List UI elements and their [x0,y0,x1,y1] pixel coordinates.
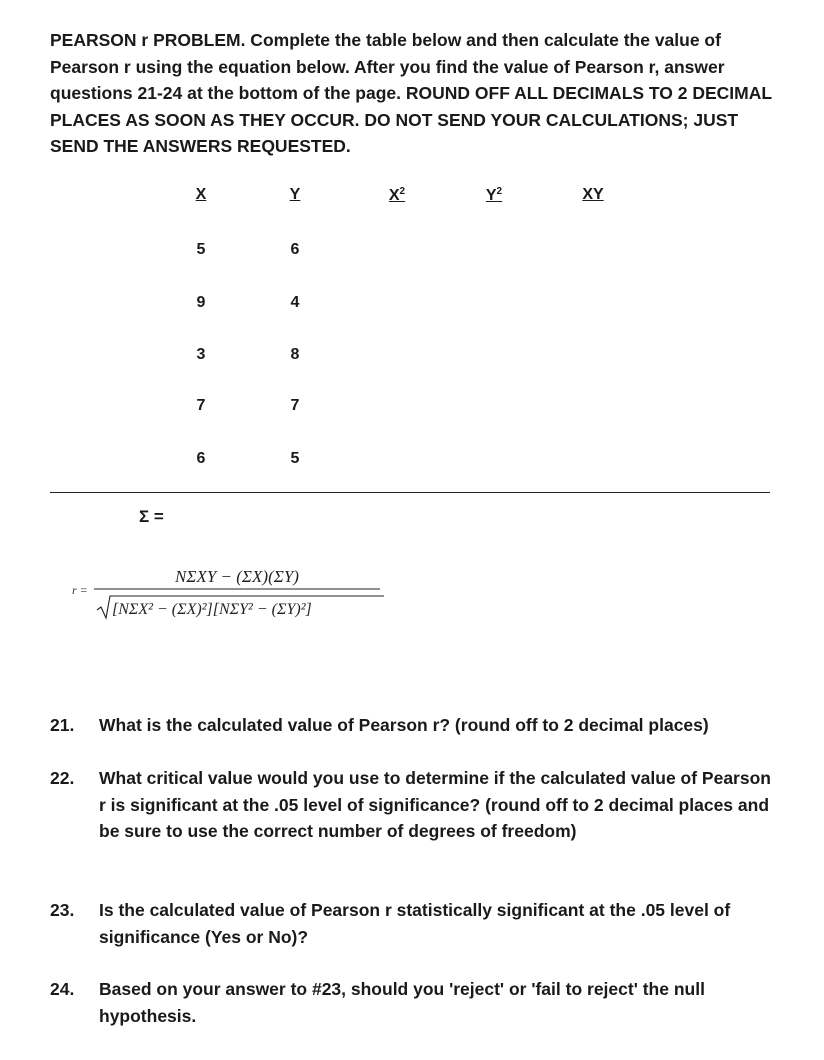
column-header-xy: XY [582,186,604,203]
question-number: 23. [50,900,75,920]
x-squared-exponent: 2 [399,186,406,197]
formula-denominator: [NΣX² − (ΣX)²][NΣY² − (ΣY)²] [112,601,312,618]
table-cell-x: 7 [196,397,206,414]
question-number: 22. [50,768,75,788]
question-text: Based on your answer to #23, should you 'reject' or 'fail to reject' the null hypothesis. [99,979,705,1026]
table-cell-x: 9 [196,294,206,311]
question-text: What is the calculated value of Pearson r? (round off to 2 decimal places) [99,715,709,735]
column-header-y-squared [486,186,502,205]
y-squared-exponent: 2 [496,186,503,197]
formula-r-equals: r = [72,583,88,597]
pearson-r-formula [66,558,396,628]
question-number: 24. [50,979,75,999]
sum-label: Σ = [139,507,164,526]
table-cell-y: 5 [290,450,300,467]
column-header-x: X [195,186,207,203]
x-squared-base: X [388,187,400,204]
question-text: Is the calculated value of Pearson r statistically significant at the .05 level of significance (Yes or No)? [99,900,731,947]
table-cell-x: 6 [196,450,206,467]
formula-numerator: NΣXY − (ΣX)(ΣY) [175,567,299,586]
y-squared-base: Y [485,187,497,204]
table-divider [50,492,770,493]
problem-instructions: PEARSON r PROBLEM. Complete the table below and then calculate the value of Pearson r using the equation below. After you find the value of Pearson r, answer questions 21-24 at the bottom of the page. ROUND OFF ALL DECIMALS TO 2 DECIMAL PLACES AS SOON AS THEY OCCUR. DO NOT SEND YOUR CALCULATIONS; JUST SEND THE ANSWERS REQUESTED. [50,30,772,156]
column-header-y: Y [289,186,301,203]
table-cell-y: 7 [290,397,300,414]
table-cell-y: 6 [290,241,300,258]
question-number: 21. [50,715,75,735]
column-header-x-squared [389,186,405,205]
table-cell-x: 5 [196,241,206,258]
question-text: What critical value would you use to determine if the calculated value of Pearson r is significant at the .05 level of significance? (round off to 2 decimal places and be sure to use the correct number of degrees of freedom) [99,768,771,841]
table-cell-y: 8 [290,346,300,363]
table-cell-y: 4 [290,294,300,311]
table-cell-x: 3 [196,346,206,363]
